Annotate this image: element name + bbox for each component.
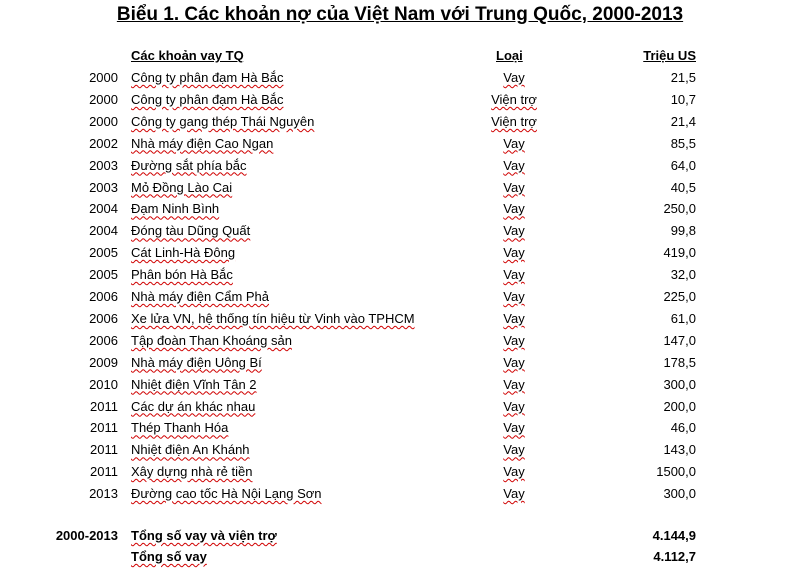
table-row — [0, 180, 800, 202]
row-name: Đạm Ninh Bình — [131, 201, 220, 217]
row-type: Vay — [503, 201, 525, 217]
row-amount: 1500,0 — [656, 464, 696, 480]
row-amount: 40,5 — [670, 179, 696, 195]
row-name: Mỏ Đồng Lào Cai — [131, 179, 233, 195]
row-type: Vay — [503, 179, 525, 195]
row-year: 2013 — [89, 486, 118, 502]
row-amount: 21,4 — [670, 113, 696, 129]
row-type: Vay — [503, 289, 525, 304]
row-type: Vay — [503, 442, 525, 458]
header-type: Loại — [496, 48, 523, 63]
row-amount: 32,0 — [670, 267, 696, 283]
row-year: 2004 — [89, 223, 118, 239]
table-row — [0, 377, 800, 399]
table-row — [0, 70, 800, 92]
row-year: 2011 — [90, 464, 118, 480]
row-amount: 85,5 — [670, 135, 696, 151]
row-name: Nhiệt điện Vĩnh Tân 2 — [131, 376, 257, 392]
row-amount: 147,0 — [663, 332, 696, 348]
row-year: 2005 — [89, 267, 118, 283]
row-year: 2003 — [89, 179, 118, 195]
row-amount: 61,0 — [670, 310, 696, 326]
table-row — [0, 158, 800, 180]
row-type: Viện trợ — [491, 113, 537, 129]
row-amount: 225,0 — [663, 289, 696, 304]
row-name: Tập đoàn Than Khoáng sản — [131, 332, 292, 348]
page-title: Biểu 1. Các khoản nợ của Việt Nam với Trung Quốc, 2000-2013 — [116, 4, 684, 25]
row-name: Cát Linh-Hà Đông — [131, 245, 236, 261]
row-year: 2000 — [89, 113, 118, 129]
table-row — [0, 114, 800, 136]
row-amount: 419,0 — [663, 245, 696, 261]
row-name: Đường sắt phía bắc — [131, 157, 247, 173]
row-type: Vay — [503, 223, 525, 239]
total-value: 4.144,9 — [652, 528, 696, 543]
row-name: Nhà máy điện Cẩm Phả — [131, 289, 270, 304]
table-row — [0, 92, 800, 114]
row-year: 2003 — [89, 157, 118, 173]
row-name: Nhà máy điện Uông Bí — [131, 354, 262, 370]
row-amount: 143,0 — [663, 442, 696, 458]
row-year: 2011 — [90, 398, 118, 414]
loans-total-value: 4.112,7 — [653, 549, 696, 564]
total-label: Tổng số vay và viện trợ — [131, 528, 277, 543]
row-type: Vay — [503, 157, 525, 173]
row-year: 2006 — [89, 289, 118, 304]
table-row — [0, 289, 800, 311]
table-row — [0, 399, 800, 421]
row-name: Công ty gang thép Thái Nguyên — [131, 113, 315, 129]
row-name: Công ty phân đạm Hà Bắc — [131, 91, 284, 107]
table-row — [0, 464, 800, 486]
table-row — [0, 355, 800, 377]
row-name: Xây dựng nhà rẻ tiền — [131, 464, 253, 480]
row-name: Đường cao tốc Hà Nội Lạng Sơn — [131, 486, 322, 502]
row-amount: 21,5 — [670, 70, 696, 85]
row-amount: 300,0 — [663, 486, 696, 502]
row-year: 2000 — [89, 91, 118, 107]
row-type: Vay — [503, 464, 525, 480]
table-row — [0, 311, 800, 333]
row-amount: 64,0 — [670, 157, 696, 173]
row-type: Vay — [503, 332, 525, 348]
row-type: Viện trợ — [491, 91, 537, 107]
row-amount: 10,7 — [670, 91, 696, 107]
row-year: 2005 — [89, 245, 118, 261]
table-row — [0, 267, 800, 289]
row-year: 2006 — [89, 332, 118, 348]
row-name: Nhiệt điện An Khánh — [131, 442, 250, 458]
row-year: 2009 — [89, 354, 118, 370]
row-type: Vay — [503, 310, 525, 326]
table-row — [0, 201, 800, 223]
row-name: Phân bón Hà Bắc — [131, 267, 233, 283]
table-row — [0, 486, 800, 508]
row-type: Vay — [503, 267, 525, 283]
row-amount: 46,0 — [670, 420, 696, 436]
table-row — [0, 442, 800, 464]
table-row — [0, 333, 800, 355]
table-row — [0, 136, 800, 158]
table-row — [0, 420, 800, 442]
row-name: Các dự án khác nhau — [131, 398, 256, 414]
row-type: Vay — [503, 398, 525, 414]
row-amount: 250,0 — [663, 201, 696, 217]
row-year: 2000 — [89, 70, 118, 85]
row-name: Xe lửa VN, hệ thống tín hiệu từ Vinh vào TPHCM — [131, 310, 415, 326]
row-amount: 300,0 — [663, 376, 696, 392]
row-name: Công ty phân đạm Hà Bắc — [131, 70, 284, 85]
row-year: 2010 — [89, 376, 118, 392]
table-row — [0, 223, 800, 245]
row-name: Nhà máy điện Cao Ngan — [131, 135, 274, 151]
row-type: Vay — [503, 245, 525, 261]
row-type: Vay — [503, 135, 525, 151]
row-year: 2006 — [89, 310, 118, 326]
header-loans: Các khoản vay TQ — [131, 48, 244, 63]
row-year: 2011 — [90, 442, 118, 458]
row-year: 2011 — [90, 420, 118, 436]
header-amount: Triệu US — [643, 48, 696, 63]
row-amount: 178,5 — [663, 354, 696, 370]
row-type: Vay — [503, 70, 525, 85]
total-period: 2000-2013 — [55, 528, 118, 543]
row-name: Thép Thanh Hóa — [131, 420, 229, 436]
row-type: Vay — [503, 354, 525, 370]
row-name: Đóng tàu Dũng Quất — [131, 223, 251, 239]
table-row — [0, 245, 800, 267]
row-type: Vay — [503, 376, 525, 392]
row-type: Vay — [503, 486, 525, 502]
row-year: 2004 — [89, 201, 118, 217]
row-amount: 200,0 — [663, 398, 696, 414]
row-amount: 99,8 — [670, 223, 696, 239]
loans-total-label: Tổng số vay — [131, 549, 207, 564]
row-year: 2002 — [89, 135, 118, 151]
row-type: Vay — [503, 420, 525, 436]
